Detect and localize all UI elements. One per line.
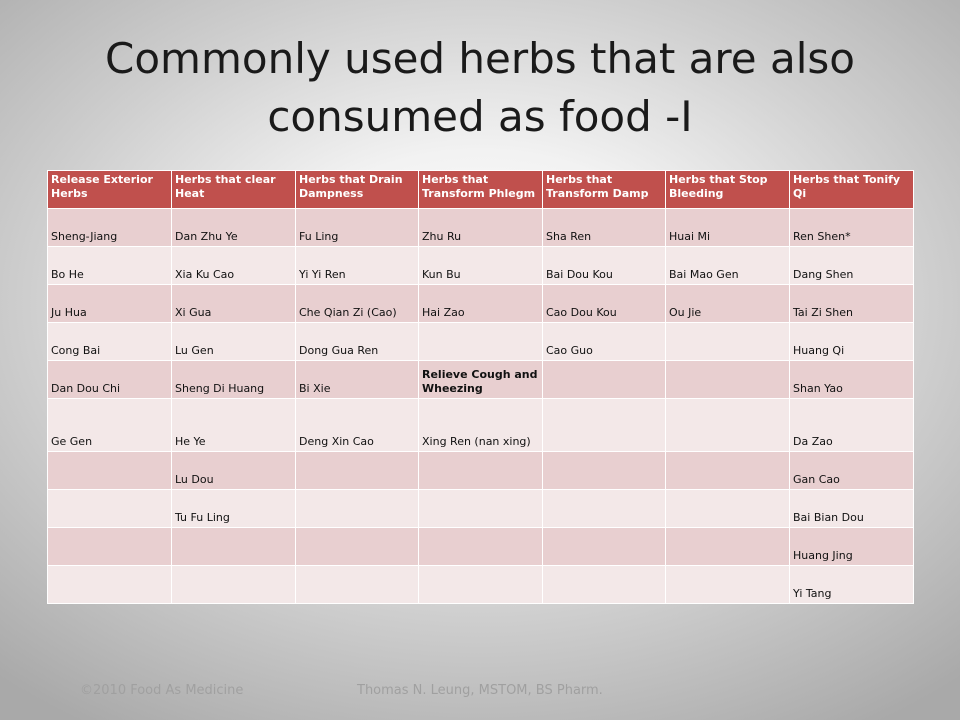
table-cell: Dong Gua Ren <box>296 323 419 361</box>
table-cell: Sha Ren <box>543 209 666 247</box>
column-header-tonify-qi: Herbs that Tonify Qi <box>790 171 914 209</box>
subheading-relieve-cough: Relieve Cough and Wheezing <box>419 361 543 399</box>
table-cell: Hai Zao <box>419 285 543 323</box>
table-cell <box>543 490 666 528</box>
table-cell: Fu Ling <box>296 209 419 247</box>
table-cell: Shan Yao <box>790 361 914 399</box>
table-cell: Xing Ren (nan xing) <box>419 399 543 452</box>
column-header-drain-dampness: Herbs that Drain Dampness <box>296 171 419 209</box>
table-row <box>48 452 914 490</box>
table-cell <box>666 490 790 528</box>
table-cell: Cong Bai <box>48 323 172 361</box>
column-header-transform-phlegm: Herbs that Transform Phlegm <box>419 171 543 209</box>
slide-title-line-1: Commonly used herbs that are also <box>105 34 855 83</box>
table-cell <box>419 323 543 361</box>
table-cell: Ju Hua <box>48 285 172 323</box>
table-cell <box>419 452 543 490</box>
table-cell <box>48 528 172 566</box>
table-cell: Bai Dou Kou <box>543 247 666 285</box>
table-cell: He Ye <box>172 399 296 452</box>
slide-title-line-2: consumed as food -I <box>267 92 693 141</box>
table-cell: Xi Gua <box>172 285 296 323</box>
table-cell: Huai Mi <box>666 209 790 247</box>
table-cell: Dan Dou Chi <box>48 361 172 399</box>
table-cell: Deng Xin Cao <box>296 399 419 452</box>
table-cell <box>666 399 790 452</box>
table-cell: Lu Dou <box>172 452 296 490</box>
column-header-release-exterior: Release Exterior Herbs <box>48 171 172 209</box>
table-cell <box>543 399 666 452</box>
table-cell <box>296 490 419 528</box>
table-cell <box>666 323 790 361</box>
table-cell: Yi Yi Ren <box>296 247 419 285</box>
table-cell: Kun Bu <box>419 247 543 285</box>
table-row <box>48 528 914 566</box>
table-cell <box>543 361 666 399</box>
table-row <box>48 490 914 528</box>
table-cell <box>666 566 790 604</box>
table-cell <box>419 490 543 528</box>
column-header-clear-heat: Herbs that clear Heat <box>172 171 296 209</box>
table-cell <box>419 528 543 566</box>
table-cell: Ge Gen <box>48 399 172 452</box>
table-cell <box>172 566 296 604</box>
table-cell <box>48 452 172 490</box>
table-cell: Ren Shen* <box>790 209 914 247</box>
table-cell <box>543 528 666 566</box>
table-header-row <box>48 171 914 209</box>
table-cell: Bo He <box>48 247 172 285</box>
table-cell: Zhu Ru <box>419 209 543 247</box>
table-cell <box>666 361 790 399</box>
table-cell: Bai Bian Dou <box>790 490 914 528</box>
table-row <box>48 285 914 323</box>
slide-title <box>40 30 920 146</box>
table-cell: Che Qian Zi (Cao) <box>296 285 419 323</box>
table-cell <box>296 528 419 566</box>
table-cell <box>543 566 666 604</box>
table-cell <box>666 452 790 490</box>
table-row <box>48 566 914 604</box>
footer-copyright: ©2010 Food As Medicine <box>80 683 244 698</box>
herbs-table <box>47 170 914 604</box>
table-cell: Dang Shen <box>790 247 914 285</box>
table-cell: Dan Zhu Ye <box>172 209 296 247</box>
table-cell <box>48 566 172 604</box>
table-cell: Ou Jie <box>666 285 790 323</box>
table-cell: Bai Mao Gen <box>666 247 790 285</box>
table-cell: Cao Guo <box>543 323 666 361</box>
footer-author: Thomas N. Leung, MSTOM, BS Pharm. <box>357 683 603 698</box>
table-cell <box>419 566 543 604</box>
table-cell <box>543 452 666 490</box>
table-cell: Da Zao <box>790 399 914 452</box>
table-cell: Tai Zi Shen <box>790 285 914 323</box>
column-header-transform-damp: Herbs that Transform Damp <box>543 171 666 209</box>
column-header-stop-bleeding: Herbs that Stop Bleeding <box>666 171 790 209</box>
table-cell <box>296 566 419 604</box>
table-cell <box>296 452 419 490</box>
table-cell: Sheng Di Huang <box>172 361 296 399</box>
table-cell <box>172 528 296 566</box>
table-cell: Yi Tang <box>790 566 914 604</box>
table-row <box>48 323 914 361</box>
table-row <box>48 361 914 399</box>
table-cell: Lu Gen <box>172 323 296 361</box>
table-row <box>48 209 914 247</box>
table-cell: Xia Ku Cao <box>172 247 296 285</box>
table-cell: Tu Fu Ling <box>172 490 296 528</box>
table-row <box>48 247 914 285</box>
table-row <box>48 399 914 452</box>
table-cell: Huang Qi <box>790 323 914 361</box>
table-cell <box>666 528 790 566</box>
table-cell: Huang Jing <box>790 528 914 566</box>
table-cell <box>48 490 172 528</box>
table-cell: Gan Cao <box>790 452 914 490</box>
table-cell: Cao Dou Kou <box>543 285 666 323</box>
table-cell: Bi Xie <box>296 361 419 399</box>
table-cell: Sheng-Jiang <box>48 209 172 247</box>
